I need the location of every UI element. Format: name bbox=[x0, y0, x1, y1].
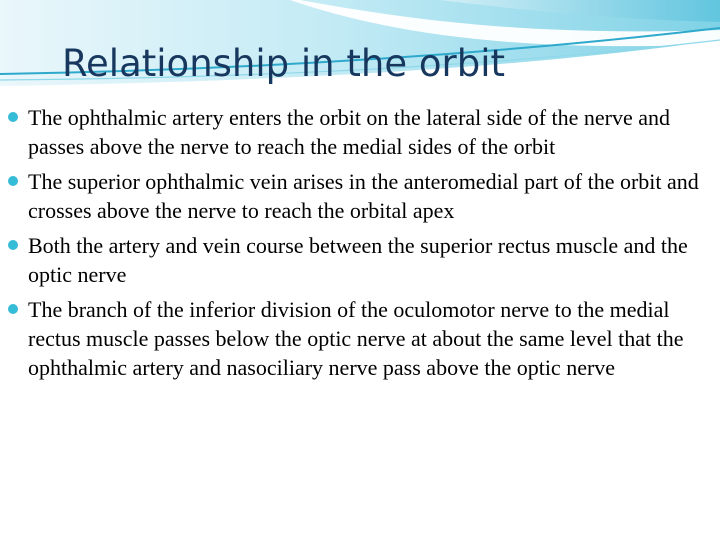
bullet-text: The branch of the inferior division of the oculomotor nerve to the medial rectus muscle passes below the optic nerve at about the same level that the ophthalmic artery and nasociliary nerve pass above the optic nerve bbox=[28, 297, 684, 380]
bullet-item bbox=[8, 231, 716, 289]
bullet-dot-icon bbox=[8, 176, 18, 186]
bullet-text: Both the artery and vein course between the superior rectus muscle and the optic nerve bbox=[28, 233, 688, 287]
bullet-list bbox=[8, 103, 716, 388]
bullet-dot-icon bbox=[8, 112, 18, 122]
slide-title: Relationship in the orbit bbox=[62, 42, 505, 85]
bullet-item bbox=[8, 103, 716, 161]
bullet-dot-icon bbox=[8, 240, 18, 250]
bullet-text: The ophthalmic artery enters the orbit on the lateral side of the nerve and passes above the nerve to reach the medial sides of the orbit bbox=[28, 105, 671, 159]
bullet-item bbox=[8, 167, 716, 225]
bullet-item bbox=[8, 295, 716, 382]
bullet-dot-icon bbox=[8, 304, 18, 314]
bullet-text: The superior ophthalmic vein arises in the anteromedial part of the orbit and crosses above the nerve to reach the orbital apex bbox=[28, 169, 699, 223]
